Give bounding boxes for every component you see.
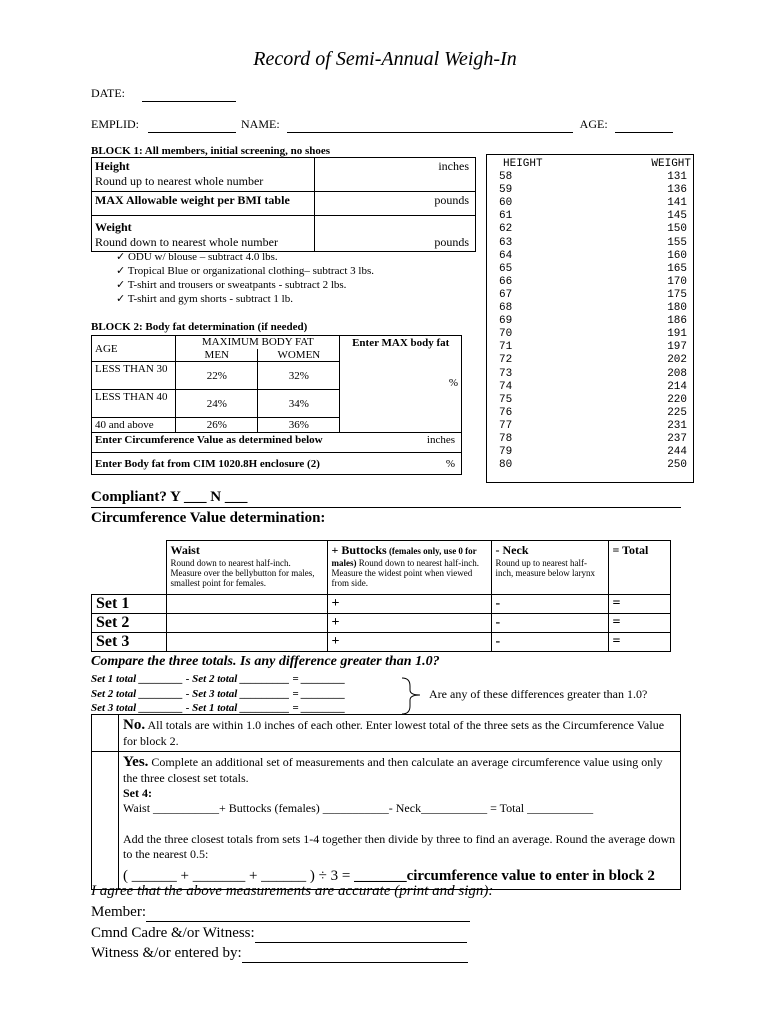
buttocks-note: Round down to nearest half-inch. Measure the widest point when viewed from side. [331, 558, 479, 588]
bmi-row [487, 302, 693, 315]
neck-header [491, 541, 608, 595]
bmi-height-value: 69 [499, 315, 513, 328]
bmi-weight-value: 186 [667, 315, 687, 328]
set-row [92, 614, 671, 633]
women-header: WOMEN [258, 349, 340, 362]
weight-input[interactable] [315, 216, 476, 252]
enter-max-cell[interactable] [340, 336, 462, 433]
enter-max-percent: % [448, 377, 458, 389]
compliant-text: Compliant? Y ___ N ___ [91, 489, 248, 505]
bmi-height-value: 63 [499, 236, 513, 249]
yes-checkbox[interactable] [92, 752, 119, 890]
bmi-height-value: 70 [499, 328, 513, 341]
bmi-row [487, 210, 693, 223]
bmi-height-value: 80 [499, 459, 513, 472]
bmi-row [487, 289, 693, 302]
bmi-weight-value: 145 [667, 210, 687, 223]
no-cell [119, 715, 681, 752]
compare-question: Are any of these differences greater than 1.0? [429, 687, 648, 701]
cadre-field[interactable] [255, 925, 467, 943]
total-input[interactable] [608, 633, 671, 652]
height-note: Round up to nearest whole number [95, 174, 264, 188]
bodyfat-table [91, 335, 462, 475]
witness-field[interactable] [242, 945, 468, 963]
bmi-row [487, 394, 693, 407]
bmi-height-value: 64 [499, 249, 513, 262]
waist-note: Round down to nearest half-inch. Measure over the bellybutton for males, smallest point for females. [170, 558, 315, 588]
men-value: 24% [176, 390, 258, 418]
minus-sign: - [495, 615, 501, 630]
compare-line[interactable]: Set 2 total ________ - Set 3 total _________ = ________ [91, 687, 346, 700]
buttocks-input[interactable] [327, 614, 491, 633]
cadre-label: Cmnd Cadre &/or Witness: [91, 925, 255, 941]
height-unit: inches [438, 159, 469, 173]
bmi-row [487, 171, 693, 184]
bmi-weight-value: 180 [667, 302, 687, 315]
weight-note: Round down to nearest whole number [95, 235, 278, 249]
weight-unit: pounds [434, 235, 469, 249]
bmi-weight-value: 131 [667, 171, 687, 184]
total-input[interactable] [608, 614, 671, 633]
men-header: MEN [176, 349, 258, 362]
women-value: 34% [258, 390, 340, 418]
set-label: Set 3 [92, 633, 167, 652]
circ-corner [92, 541, 167, 595]
women-value: 36% [258, 418, 340, 433]
bmi-weight-value: 220 [667, 393, 687, 406]
neck-input[interactable] [491, 614, 608, 633]
member-row [91, 904, 470, 922]
cadre-row [91, 925, 467, 943]
witness-label: Witness &/or entered by: [91, 945, 242, 961]
bmi-row [487, 197, 693, 210]
bmi-height-value: 79 [499, 446, 513, 459]
bmi-weight-value: 244 [667, 446, 687, 459]
deduction-item: ✓ T-shirt and trousers or sweatpants - subtract 2 lbs. [116, 279, 347, 291]
bmi-row [487, 263, 693, 276]
weight-cell [92, 216, 315, 252]
bmi-weight-value: 231 [667, 419, 687, 432]
bmi-weight-header: WEIGHT [651, 158, 691, 170]
equals-sign: = [612, 596, 621, 611]
bmi-height-value: 61 [499, 210, 513, 223]
bmi-height-value: 75 [499, 393, 513, 406]
member-label: Member: [91, 904, 146, 920]
bmi-weight-value: 136 [667, 184, 687, 197]
bmi-weight-value: 214 [667, 380, 687, 393]
bmi-weight-value: 160 [667, 249, 687, 262]
plus-sign: + [331, 596, 340, 611]
buttocks-title: + Buttocks [331, 543, 387, 557]
bmi-height-value: 77 [499, 419, 513, 432]
waist-title: Waist [170, 543, 200, 557]
total-title: = Total [612, 543, 649, 557]
max-weight-input[interactable] [315, 192, 476, 216]
bmi-row [487, 328, 693, 341]
buttocks-input[interactable] [327, 595, 491, 614]
max-weight-label: MAX Allowable weight per BMI table [92, 192, 315, 216]
bmi-height-value: 62 [499, 223, 513, 236]
age-row-label: LESS THAN 40 [92, 390, 176, 418]
equals-sign: = [612, 634, 621, 649]
no-checkbox[interactable] [92, 715, 119, 752]
men-value: 22% [176, 362, 258, 390]
bmi-row [487, 381, 693, 394]
bmi-height-value: 68 [499, 302, 513, 315]
circ-heading: Circumference Value determination: [91, 510, 326, 526]
bmi-row [487, 223, 693, 236]
total-input[interactable] [608, 595, 671, 614]
bmi-weight-value: 165 [667, 262, 687, 275]
formula-end: circumference value to enter in block 2 [406, 868, 655, 884]
set-row [92, 633, 671, 652]
bmi-row [487, 184, 693, 197]
bmi-weight-value: 202 [667, 354, 687, 367]
avg-text: Add the three closest totals from sets 1-4 together then divide by three to find an average. Round the average down to the nearest 0.5: [123, 832, 676, 861]
neck-note: Round up to nearest half-inch, measure below larynx [495, 558, 595, 578]
bmi-weight-value: 150 [667, 223, 687, 236]
bmi-height-value: 74 [499, 380, 513, 393]
plus-sign: + [331, 634, 340, 649]
women-value: 32% [258, 362, 340, 390]
height-label: Height [95, 159, 130, 173]
age-row-label: 40 and above [92, 418, 176, 433]
emplid-field[interactable] [148, 117, 236, 133]
bmi-row [487, 433, 693, 446]
bmi-row [487, 354, 693, 367]
waist-header [166, 541, 327, 595]
bodyfat-unit: % [445, 457, 455, 470]
bmi-rows [487, 171, 693, 472]
answer-table [91, 714, 681, 890]
member-field[interactable] [146, 904, 470, 922]
bmi-height-value: 60 [499, 197, 513, 210]
waist-input[interactable] [166, 633, 327, 652]
bmi-height-header: HEIGHT [503, 158, 543, 170]
bodyfat-input[interactable] [340, 453, 462, 475]
height-cell [92, 158, 315, 192]
bmi-height-value: 58 [499, 171, 513, 184]
name-label: NAME: [241, 117, 280, 131]
circ-unit: inches [426, 434, 455, 446]
bmi-height-value: 66 [499, 275, 513, 288]
id-row [91, 117, 673, 133]
bmi-row [487, 446, 693, 459]
max-weight-unit: pounds [434, 193, 469, 207]
bmi-weight-value: 170 [667, 275, 687, 288]
bodyfat-label: Enter Body fat from CIM 1020.8H enclosure (2) [92, 453, 340, 475]
age-header: AGE [92, 336, 176, 362]
men-value: 26% [176, 418, 258, 433]
bmi-height-value: 71 [499, 341, 513, 354]
deduction-item: ✓ ODU w/ blouse – subtract 4.0 lbs. [116, 251, 278, 263]
bmi-row [487, 341, 693, 354]
plus-sign: + [331, 615, 340, 630]
deduction-item: ✓ T-shirt and gym shorts - subtract 1 lb. [116, 293, 293, 305]
weight-label: Weight [95, 220, 132, 234]
bmi-header [487, 158, 693, 171]
emplid-label: EMPLID: [91, 117, 139, 131]
name-field[interactable] [287, 117, 573, 133]
bmi-weight-value: 141 [667, 197, 687, 210]
circ-label: Enter Circumference Value as determined below [92, 433, 340, 453]
bmi-weight-value: 175 [667, 288, 687, 301]
set-row [92, 595, 671, 614]
bmi-table [486, 154, 694, 483]
bmi-weight-value: 237 [667, 432, 687, 445]
block1-table [91, 157, 476, 252]
yes-cell [119, 752, 681, 890]
bmi-row [487, 250, 693, 263]
enter-max-header: Enter MAX body fat [352, 337, 450, 349]
bmi-height-value: 76 [499, 406, 513, 419]
no-label: No. [123, 717, 146, 733]
date-field[interactable] [142, 86, 236, 102]
bmi-row [487, 407, 693, 420]
waist-input[interactable] [166, 595, 327, 614]
buttocks-qual: (females only, use 0 for males) [331, 546, 477, 568]
buttocks-input[interactable] [327, 633, 491, 652]
total-header [608, 541, 671, 595]
bmi-height-value: 67 [499, 288, 513, 301]
bmi-row [487, 368, 693, 381]
block1-heading: BLOCK 1: All members, initial screening, no shoes [91, 145, 331, 157]
yes-label: Yes. [123, 754, 149, 770]
set-label: Set 2 [92, 614, 167, 633]
compare-line[interactable]: Set 1 total ________ - Set 2 total _________ = ________ [91, 673, 346, 685]
compare-lines [91, 672, 345, 716]
neck-title: - Neck [495, 543, 529, 557]
equals-sign: = [612, 615, 621, 630]
brace-icon [400, 676, 430, 716]
compliant-row [91, 489, 681, 508]
bmi-weight-value: 197 [667, 341, 687, 354]
compare-heading: Compare the three totals. Is any difference greater than 1.0? [91, 654, 440, 669]
age-field[interactable] [615, 117, 673, 133]
bmi-row [487, 237, 693, 250]
deduction-list [116, 250, 374, 306]
block2-heading: BLOCK 2: Body fat determination (if needed) [91, 321, 308, 333]
minus-sign: - [495, 596, 501, 611]
page-title: Record of Semi-Annual Weigh-In [253, 48, 517, 70]
spacer [123, 816, 676, 832]
no-text: All totals are within 1.0 inches of each other. Enter lowest total of the three sets as the Circumference Value for block 2. [123, 718, 665, 748]
compare-line[interactable]: Set 3 total ________ - Set 1 total _________ = ________ [91, 702, 346, 714]
deduction-item: ✓ Tropical Blue or organizational clothing– subtract 3 lbs. [116, 265, 375, 277]
neck-input[interactable] [491, 595, 608, 614]
agree-text: I agree that the above measurements are accurate (print and sign): [91, 883, 494, 899]
bmi-weight-value: 155 [667, 236, 687, 249]
date-label: DATE: [91, 86, 125, 100]
bmi-height-value: 73 [499, 367, 513, 380]
height-input[interactable] [315, 158, 476, 192]
waist-input[interactable] [166, 614, 327, 633]
circ-input[interactable] [340, 433, 462, 453]
bmi-weight-value: 208 [667, 367, 687, 380]
bmi-row [487, 276, 693, 289]
bmi-height-value: 59 [499, 184, 513, 197]
witness-row [91, 945, 468, 963]
date-row [91, 86, 236, 102]
set4-label: Set 4: [123, 786, 152, 800]
bmi-weight-value: 225 [667, 406, 687, 419]
age-label: AGE: [579, 117, 608, 131]
bmi-row [487, 459, 693, 472]
bmi-row [487, 315, 693, 328]
age-row-label: LESS THAN 30 [92, 362, 176, 390]
bmi-height-value: 72 [499, 354, 513, 367]
bmi-height-value: 65 [499, 262, 513, 275]
neck-input[interactable] [491, 633, 608, 652]
circ-table [91, 540, 671, 652]
set4-line[interactable]: Waist ___________+ Buttocks (females) ___________- Neck___________ = Total ___________ [123, 801, 594, 815]
set-label: Set 1 [92, 595, 167, 614]
yes-text: Complete an additional set of measurements and then calculate an average circumference value using only the three closest set totals. [123, 755, 663, 785]
bmi-weight-value: 250 [667, 459, 687, 472]
minus-sign: - [495, 634, 501, 649]
bmi-row [487, 420, 693, 433]
bmi-weight-value: 191 [667, 328, 687, 341]
formula[interactable]: ( ______ + _______ + ______ ) ÷ 3 = [123, 868, 355, 884]
max-fat-header: MAXIMUM BODY FAT [176, 336, 340, 349]
buttocks-header [327, 541, 491, 595]
formula-blank[interactable]: _______ [354, 868, 407, 884]
bmi-height-value: 78 [499, 432, 513, 445]
